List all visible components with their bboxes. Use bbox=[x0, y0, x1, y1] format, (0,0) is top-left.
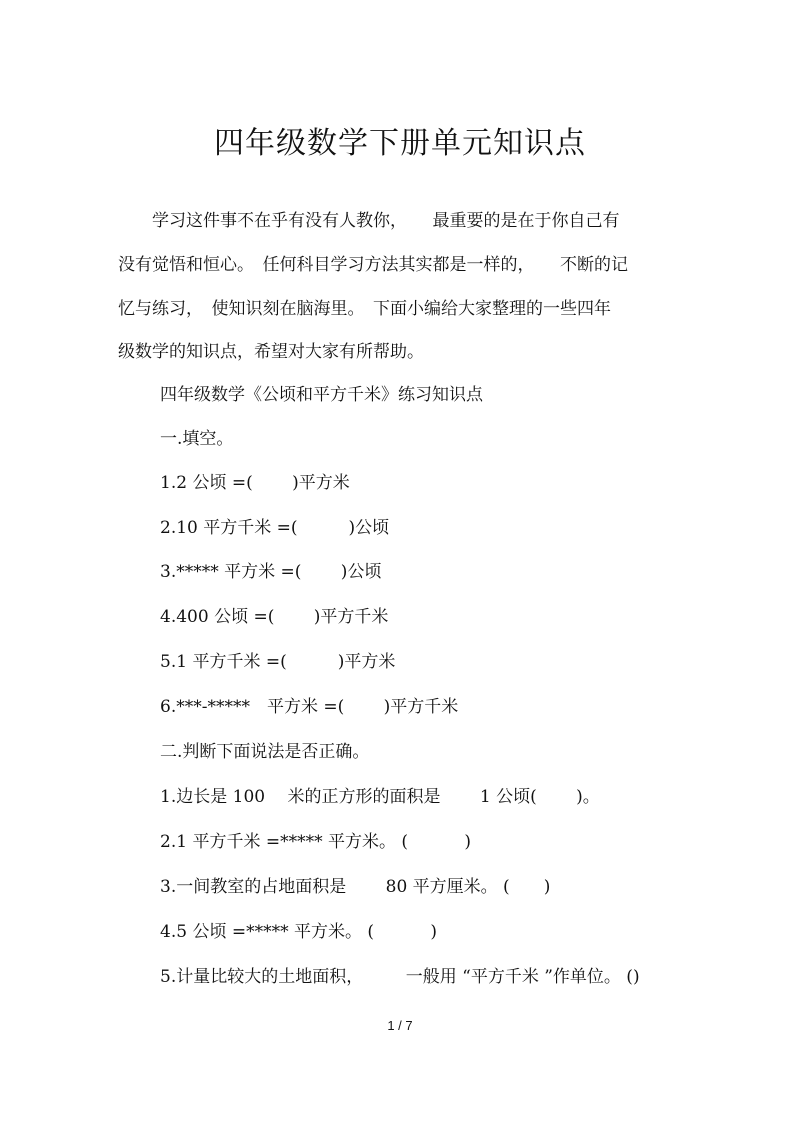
fill-blank-item: 6.***-***** 平方米 =( )平方千米 bbox=[160, 697, 459, 717]
fill-blank-item: 4.400 公顷 =( )平方千米 bbox=[160, 607, 389, 627]
part2-heading: 二.判断下面说法是否正确。 bbox=[160, 742, 370, 762]
page-indicator: 1 / 7 bbox=[387, 1018, 413, 1033]
page-title: 四年级数学下册单元知识点 bbox=[214, 126, 586, 161]
section-heading: 四年级数学《公顷和平方千米》练习知识点 bbox=[160, 385, 483, 405]
intro-line: 没有觉悟和恒心。 任何科目学习方法其实都是一样的， 不断的记 bbox=[118, 255, 628, 275]
true-false-item: 1.边长是 100 米的正方形的面积是 1 公顷( )。 bbox=[160, 787, 600, 807]
part1-heading: 一.填空。 bbox=[160, 429, 234, 449]
true-false-item: 3.一间教室的占地面积是 80 平方厘米。 ( ) bbox=[160, 877, 551, 897]
true-false-item: 4.5 公顷 =***** 平方米。 ( ) bbox=[160, 922, 438, 942]
intro-line: 学习这件事不在乎有没有人教你， 最重要的是在于你自己有 bbox=[118, 211, 620, 231]
fill-blank-item: 5.1 平方千米 =( )平方米 bbox=[160, 652, 396, 672]
true-false-item: 5.计量比较大的土地面积， 一般用 “平方千米 ”作单位。 () bbox=[160, 967, 640, 987]
true-false-item: 2.1 平方千米 =***** 平方米。 ( ) bbox=[160, 832, 472, 852]
fill-blank-item: 2.10 平方千米 =( )公顷 bbox=[160, 518, 390, 538]
intro-line: 级数学的知识点，希望对大家有所帮助。 bbox=[118, 342, 424, 362]
intro-line: 忆与练习， 使知识刻在脑海里。 下面小编给大家整理的一些四年 bbox=[118, 299, 611, 319]
fill-blank-item: 1.2 公顷 =( )平方米 bbox=[160, 473, 350, 493]
fill-blank-item: 3.***** 平方米 =( )公顷 bbox=[160, 562, 382, 582]
